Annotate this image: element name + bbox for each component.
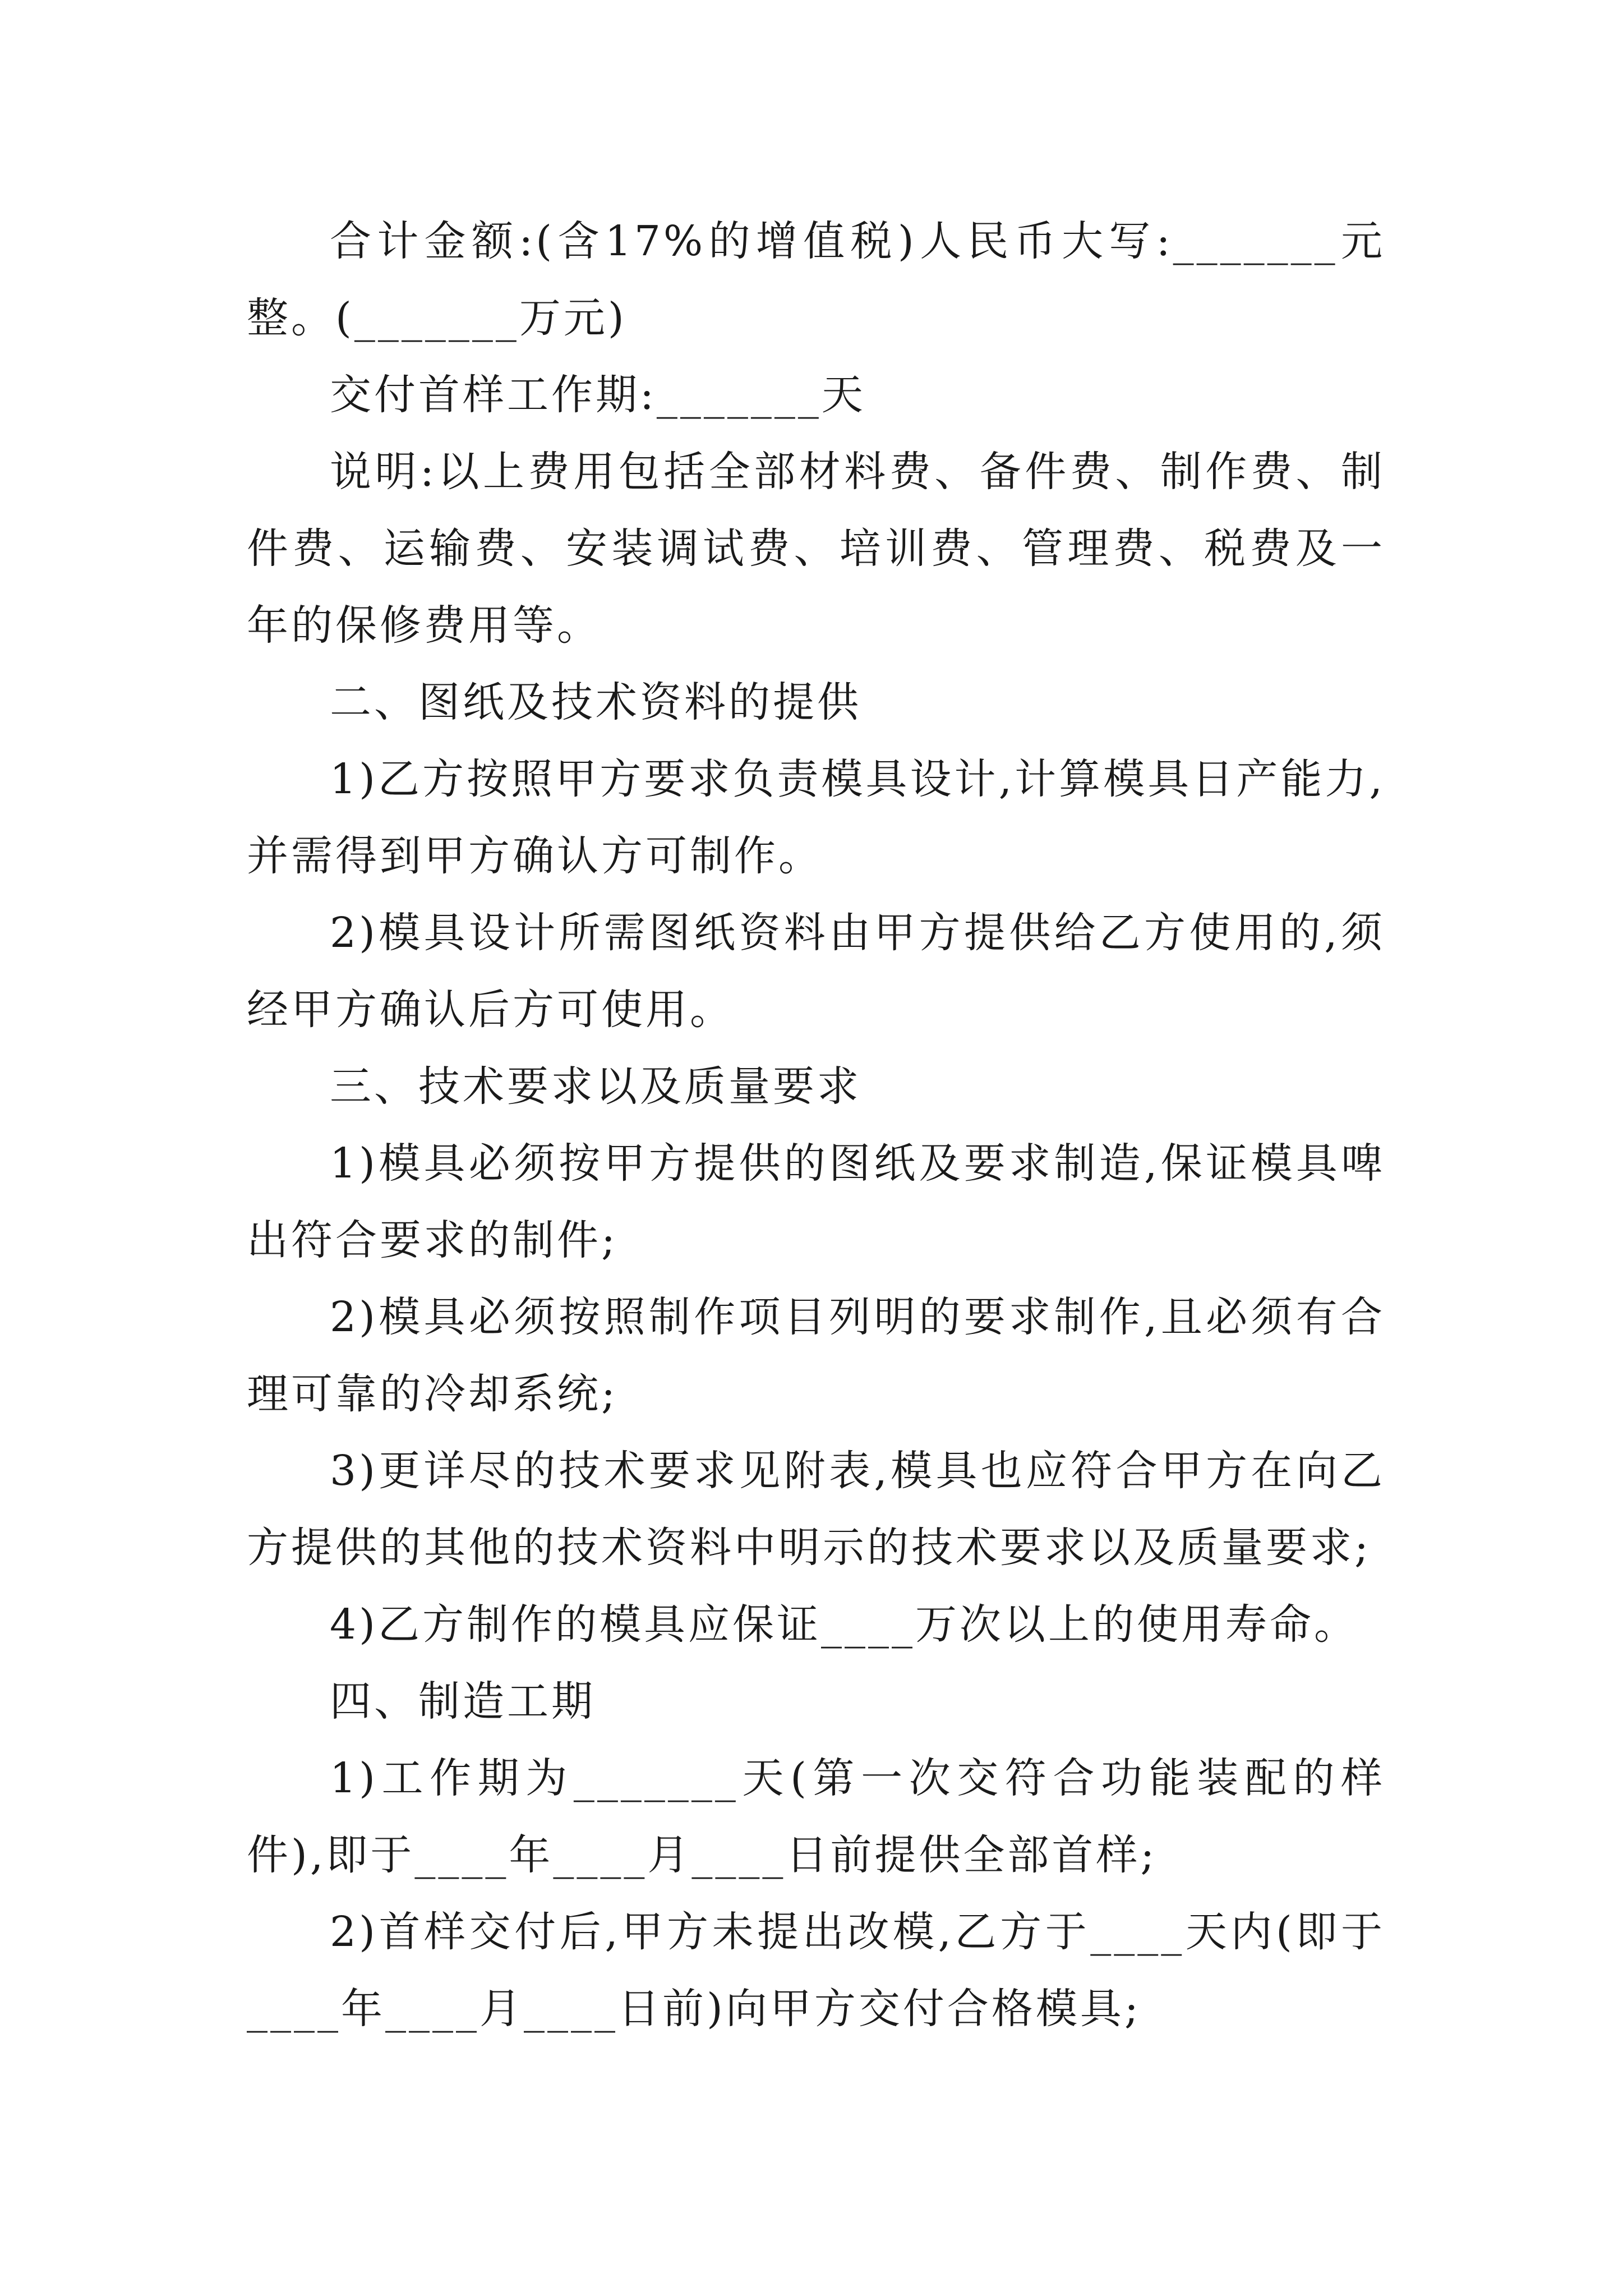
document-body	[247, 203, 1385, 2047]
quality-clause-2: 2)模具必须按照制作项目列明的要求制作,且必须有合理可靠的冷却系统;	[247, 1293, 1385, 1418]
total-amount-paragraph: 合计金额:(含17%的增值税)人民币大写:_______元整。(_______万元)	[247, 217, 1385, 342]
schedule-clause-2: 2)首样交付后,甲方未提出改模,乙方于____天内(即于____年____月____日前)向甲方交付合格模具;	[247, 1908, 1385, 2033]
first-sample-period-paragraph: 交付首样工作期:_______天	[330, 371, 866, 419]
section-heading-drawings: 二、图纸及技术资料的提供	[330, 678, 861, 726]
drawings-clause-1: 1)乙方按照甲方要求负责模具设计,计算模具日产能力,并需得到甲方确认方可制作。	[247, 755, 1385, 880]
section-heading-quality: 三、技术要求以及质量要求	[330, 1062, 861, 1111]
section-heading-schedule: 四、制造工期	[330, 1677, 596, 1726]
fee-explanation-paragraph: 说明:以上费用包括全部材料费、备件费、制作费、制件费、运输费、安装调试费、培训费、管理费、税费及一年的保修费用等。	[247, 448, 1385, 650]
quality-clause-1: 1)模具必须按甲方提供的图纸及要求制造,保证模具啤出符合要求的制件;	[247, 1139, 1385, 1264]
quality-clause-3: 3)更详尽的技术要求见附表,模具也应符合甲方在向乙方提供的其他的技术资料中明示的技术要求以及质量要求;	[247, 1447, 1385, 1572]
drawings-clause-2: 2)模具设计所需图纸资料由甲方提供给乙方使用的,须经甲方确认后方可使用。	[247, 909, 1385, 1034]
schedule-clause-1: 1)工作期为_______天(第一次交符合功能装配的样件),即于____年____月____日前提供全部首样;	[247, 1754, 1385, 1879]
quality-clause-4: 4)乙方制作的模具应保证____万次以上的使用寿命。	[330, 1600, 1358, 1649]
